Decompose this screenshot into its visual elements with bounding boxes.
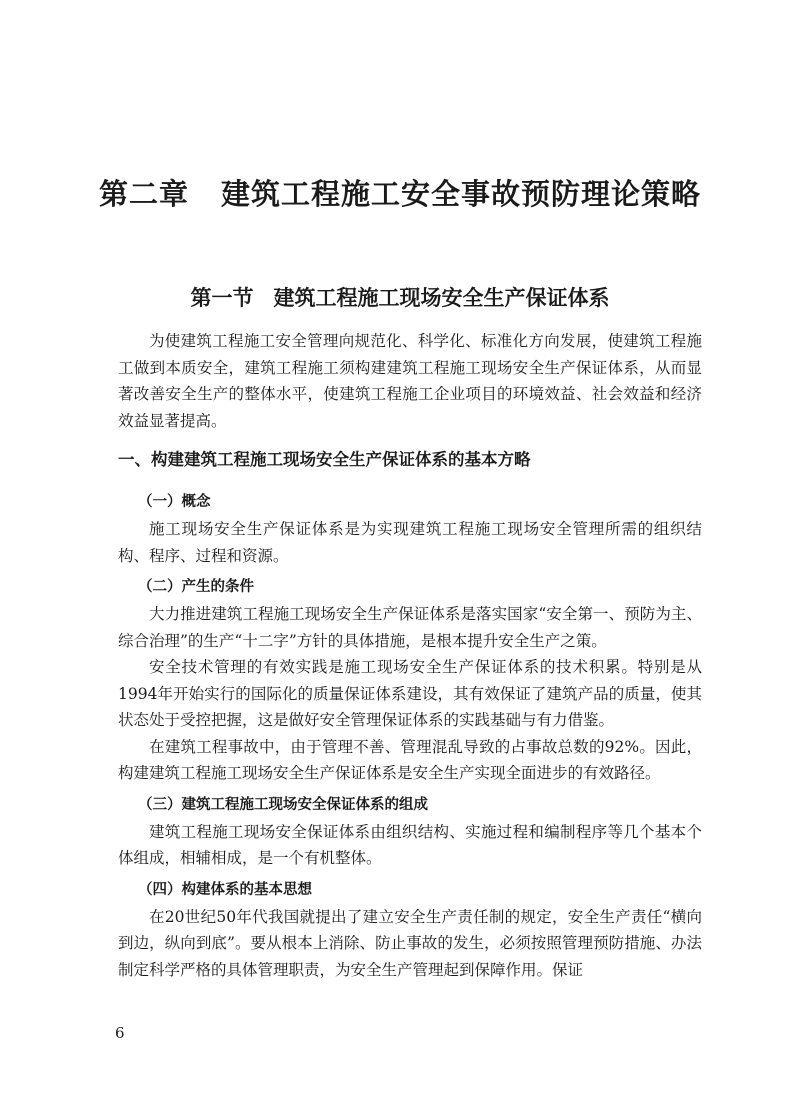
- paragraph: 施工现场安全生产保证体系是为实现建筑工程施工现场安全管理所需的组织结构、程序、过程和资源。: [118, 520, 702, 565]
- subheading-basic-idea: （四）构建体系的基本思想: [138, 881, 312, 898]
- subheading-concept: （一）概念: [138, 494, 211, 510]
- paragraph: 大力推进建筑工程施工现场安全生产保证体系是落实国家“安全第一、预防为主、综合治理”的生产“十二字”方针的具体措施，是根本提升安全生产之策。: [118, 605, 702, 650]
- subheading-conditions: （二）产生的条件: [138, 579, 254, 595]
- paragraph: 建筑工程施工现场安全保证体系由组织结构、实施过程和编制程序等几个基本个体组成，相辅相成，是一个有机整体。: [118, 822, 702, 867]
- section-name: 建筑工程施工现场安全生产保证体系: [273, 286, 610, 310]
- page-number: 6: [115, 1024, 125, 1042]
- body-text: [118, 328, 702, 983]
- section-number: 第一节: [190, 286, 254, 310]
- chapter-name: 建筑工程施工安全事故预防理论策略: [221, 177, 702, 211]
- section-title: [0, 282, 800, 312]
- paragraph: 在20世纪50年代我国就提出了建立安全生产责任制的规定，安全生产责任“横向到边，纵向到底”。要从根本上消除、防止事故的发生，必须按照管理预防措施、办法制定科学严格的具体管理职责，为安全生产管理起到保障作用。保证: [118, 907, 702, 979]
- subheading-composition: （三）建筑工程施工现场安全保证体系的组成: [138, 796, 428, 813]
- paragraph: 在建筑工程事故中，由于管理不善、管理混乱导致的占事故总数的92%。因此，构建建筑工程施工现场安全生产保证体系是安全生产实现全面进步的有效路径。: [118, 737, 702, 782]
- heading-level-1: 一、构建建筑工程施工现场安全生产保证体系的基本方略: [118, 450, 531, 469]
- paragraph: 安全技术管理的有效实践是施工现场安全生产保证体系的技术积累。特别是从1994年开始实行的国际化的质量保证体系建设，其有效保证了建筑产品的质量，使其状态处于受控把握，这是做好安全管理保证体系的实践基础与有力借鉴。: [118, 658, 702, 729]
- intro-paragraph: 为使建筑工程施工安全管理向规范化、科学化、标准化方向发展，使建筑工程施工做到本质安全，建筑工程施工须构建建筑工程施工现场安全生产保证体系，从而显著改善安全生产的整体水平，使建筑工程施工企业项目的环境效益、社会效益和经济效益显著提高。: [118, 332, 702, 430]
- chapter-title: [0, 172, 800, 213]
- chapter-number: 第二章: [98, 177, 189, 211]
